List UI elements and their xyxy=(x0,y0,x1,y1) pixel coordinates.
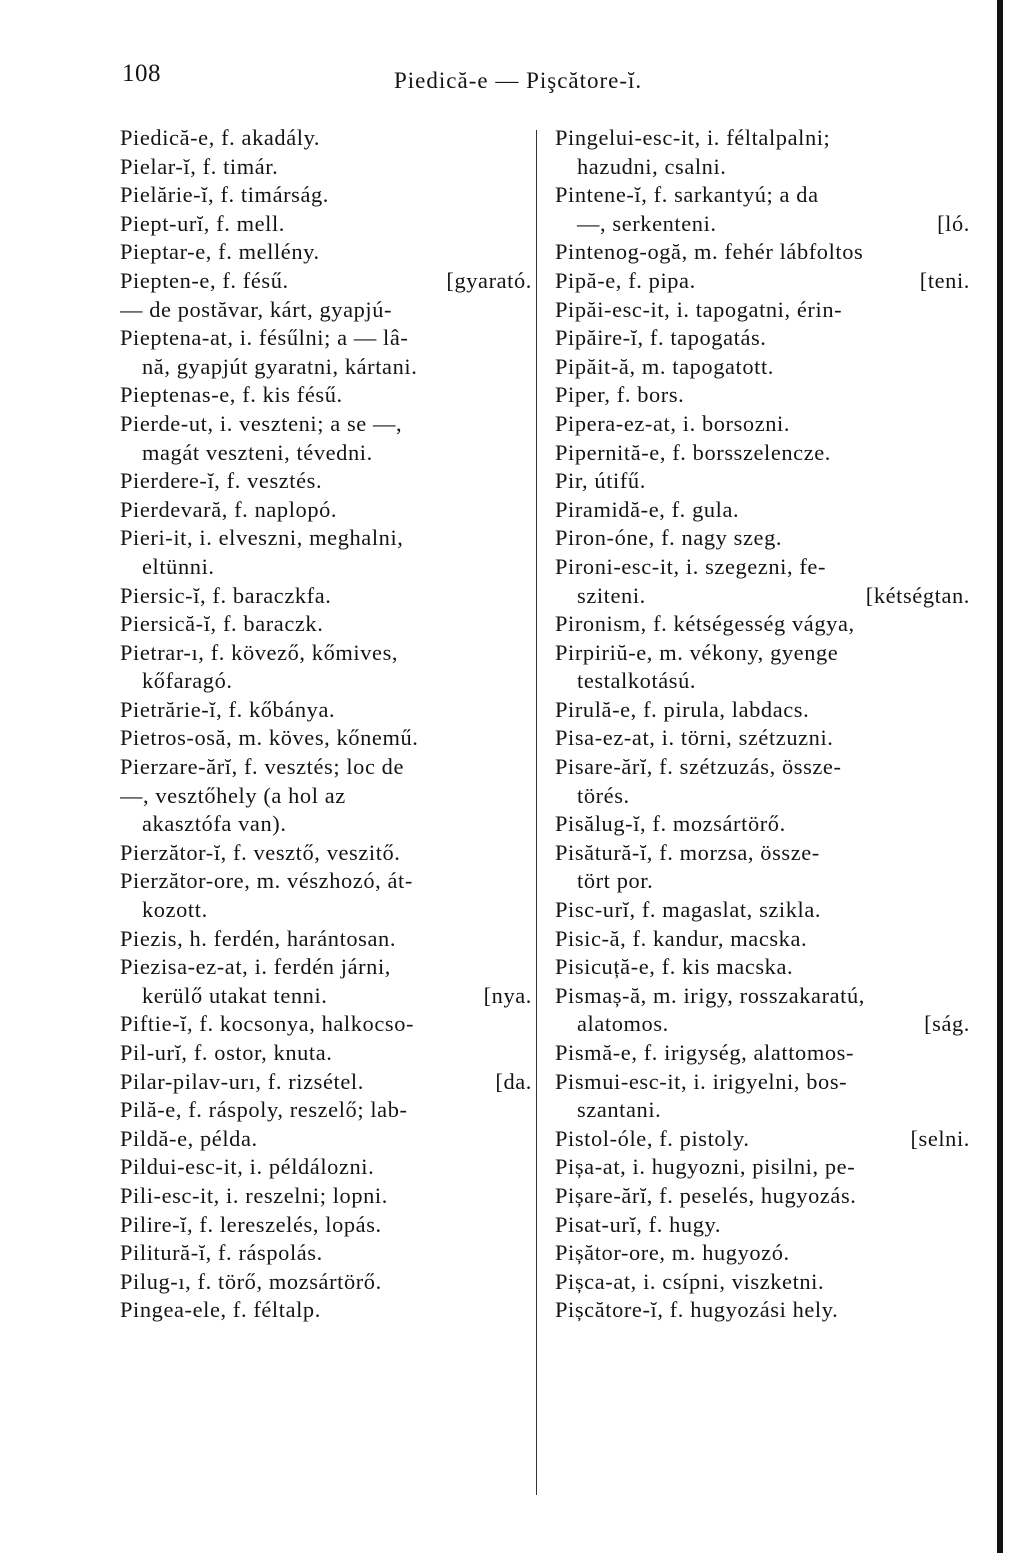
dictionary-line xyxy=(120,467,532,496)
dictionary-line xyxy=(555,267,970,296)
line-text: Piepten-e, f. fésű. xyxy=(120,267,289,293)
dictionary-line xyxy=(120,1268,532,1297)
line-text: Pisălug-ĭ, f. mozsártörő. xyxy=(555,811,786,837)
line-text: Pisic-ă, f. kandur, macska. xyxy=(555,925,808,951)
dictionary-line xyxy=(120,1068,532,1097)
page-edge-bar xyxy=(997,0,1003,1553)
line-text: Piersică-ĭ, f. baraczk. xyxy=(120,611,324,637)
dictionary-line xyxy=(555,696,970,725)
line-text: Piezisa-ez-at, i. ferdén járni, xyxy=(120,954,391,980)
line-text: törés. xyxy=(577,782,630,808)
line-text: kozott. xyxy=(142,897,208,923)
line-text: Pilă-e, f. ráspoly, reszelő; lab- xyxy=(120,1097,408,1123)
line-text: Pișare-ărĭ, f. peselés, hugyozás. xyxy=(555,1182,857,1208)
dictionary-line xyxy=(120,639,532,668)
dictionary-line xyxy=(120,1125,532,1154)
line-continuation: [kétségtan. xyxy=(865,582,970,608)
line-text: Pișcătore-ĭ, f. hugyozási hely. xyxy=(555,1297,839,1323)
column-divider xyxy=(536,130,537,1495)
dictionary-line xyxy=(120,1039,532,1068)
dictionary-line xyxy=(120,953,532,982)
dictionary-line xyxy=(555,1268,970,1297)
dictionary-line xyxy=(555,1182,970,1211)
dictionary-line xyxy=(555,1010,970,1039)
dictionary-line xyxy=(120,1296,532,1325)
page-number: 108 xyxy=(122,60,161,87)
dictionary-line xyxy=(120,667,532,696)
dictionary-line xyxy=(120,1239,532,1268)
dictionary-line xyxy=(120,210,532,239)
line-text: Pistol-óle, f. pistoly. xyxy=(555,1125,750,1151)
line-text: Piept-urĭ, f. mell. xyxy=(120,210,285,236)
dictionary-line xyxy=(555,553,970,582)
line-text: Pirulă-e, f. pirula, labdacs. xyxy=(555,696,810,722)
dictionary-line xyxy=(555,153,970,182)
dictionary-line xyxy=(555,181,970,210)
dictionary-line xyxy=(120,1153,532,1182)
dictionary-line xyxy=(120,410,532,439)
dictionary-line xyxy=(555,639,970,668)
line-text: Pilire-ĭ, f. lereszelés, lopás. xyxy=(120,1211,382,1237)
line-text: Pil-urĭ, f. ostor, knuta. xyxy=(120,1040,333,1065)
line-text: alatomos. xyxy=(577,1011,669,1037)
dictionary-line xyxy=(555,1068,970,1097)
line-text: eltünni. xyxy=(142,553,215,579)
dictionary-line xyxy=(120,1010,532,1039)
line-text: szantani. xyxy=(577,1097,662,1123)
line-text: Pisare-ărĭ, f. szétzuzás, össze- xyxy=(555,754,842,780)
dictionary-line xyxy=(555,582,970,611)
line-text: Pingea-ele, f. féltalp. xyxy=(120,1297,321,1323)
line-continuation: [gyarató. xyxy=(446,267,532,293)
line-continuation: [ság. xyxy=(924,1011,970,1037)
dictionary-line xyxy=(555,1153,970,1182)
line-text: —, serkenteni. xyxy=(577,210,717,236)
line-text: Pisicuță-e, f. kis macska. xyxy=(555,954,794,980)
line-continuation: [teni. xyxy=(919,267,970,293)
dictionary-line xyxy=(120,610,532,639)
dictionary-line xyxy=(555,467,970,496)
left-column xyxy=(120,124,532,1325)
dictionary-line xyxy=(120,1096,532,1125)
dictionary-line xyxy=(555,1296,970,1325)
line-continuation: [ló. xyxy=(937,210,970,236)
line-text: hazudni, csalni. xyxy=(577,153,727,179)
line-text: tört por. xyxy=(577,868,654,894)
line-text: Pismui-esc-it, i. irigyelni, bos- xyxy=(555,1068,848,1094)
dictionary-line xyxy=(120,982,532,1011)
line-text: Pietros-osă, m. köves, kőnemű. xyxy=(120,725,419,751)
line-text: Pișător-ore, m. hugyozó. xyxy=(555,1240,790,1266)
line-text: Pipernită-e, f. borsszelencze. xyxy=(555,439,831,465)
line-text: Pirpiriŭ-e, m. vékony, gyenge xyxy=(555,639,839,665)
line-text: Pili-esc-it, i. reszelni; lopni. xyxy=(120,1182,388,1208)
line-text: Pilar-pilav-urı, f. rizsétel. xyxy=(120,1068,364,1094)
dictionary-line xyxy=(555,524,970,553)
line-text: Pieptenas-e, f. kis fésű. xyxy=(120,382,343,408)
line-text: Piftie-ĭ, f. kocsonya, halkocso- xyxy=(120,1011,415,1037)
line-text: Pișa-at, i. hugyozni, pisilni, pe- xyxy=(555,1154,856,1180)
dictionary-line xyxy=(120,238,532,267)
dictionary-line xyxy=(555,810,970,839)
dictionary-line xyxy=(555,381,970,410)
line-text: Pierzător-ĭ, f. vesztő, veszitő. xyxy=(120,839,401,865)
dictionary-line xyxy=(555,1211,970,1240)
line-text: Pildui-esc-it, i. példálozni. xyxy=(120,1154,375,1180)
dictionary-line xyxy=(555,496,970,525)
dictionary-line xyxy=(555,610,970,639)
line-text: Pieptena-at, i. fésűlni; a — lâ- xyxy=(120,325,409,351)
line-text: Pipăi-esc-it, i. tapogatni, érin- xyxy=(555,296,843,322)
line-text: Pielar-ĭ, f. timár. xyxy=(120,153,279,179)
line-text: Pierde-ut, i. veszteni; a se —, xyxy=(120,410,403,436)
line-text: Pingelui-esc-it, i. féltalpalni; xyxy=(555,125,831,150)
line-text: Piper, f. bors. xyxy=(555,382,685,408)
line-text: — de postăvar, kárt, gyapjú- xyxy=(120,296,393,322)
dictionary-line xyxy=(555,667,970,696)
line-text: Pisa-ez-at, i. törni, szétzuzni. xyxy=(555,725,834,751)
dictionary-line xyxy=(120,925,532,954)
dictionary-line xyxy=(555,296,970,325)
dictionary-line xyxy=(555,982,970,1011)
line-text: Pironi-esc-it, i. szegezni, fe- xyxy=(555,553,827,579)
dictionary-line xyxy=(555,839,970,868)
dictionary-line xyxy=(555,1125,970,1154)
line-text: Pisat-urĭ, f. hugy. xyxy=(555,1211,722,1237)
dictionary-line xyxy=(555,1096,970,1125)
line-text: Pieri-it, i. elveszni, meghalni, xyxy=(120,525,404,551)
dictionary-line xyxy=(120,267,532,296)
line-text: Pieptar-e, f. mellény. xyxy=(120,239,320,265)
dictionary-line xyxy=(555,724,970,753)
line-text: kőfaragó. xyxy=(142,668,233,694)
line-text: Pișca-at, i. csípni, viszketni. xyxy=(555,1268,825,1294)
line-text: Piersic-ĭ, f. baraczkfa. xyxy=(120,582,332,608)
line-text: Pietrărie-ĭ, f. kőbánya. xyxy=(120,696,336,722)
dictionary-line xyxy=(555,925,970,954)
line-text: Pietrar-ı, f. kövező, kőmives, xyxy=(120,639,399,665)
dictionary-line xyxy=(555,1039,970,1068)
right-column xyxy=(555,124,970,1325)
dictionary-line xyxy=(120,496,532,525)
dictionary-line xyxy=(120,1211,532,1240)
line-text: Piron-óne, f. nagy szeg. xyxy=(555,525,783,551)
dictionary-line xyxy=(120,810,532,839)
line-continuation: [da. xyxy=(495,1068,532,1094)
dictionary-line xyxy=(120,696,532,725)
line-text: Pipă-e, f. pipa. xyxy=(555,267,696,293)
dictionary-line xyxy=(120,124,532,153)
dictionary-line xyxy=(120,839,532,868)
line-text: sziteni. xyxy=(577,582,646,608)
running-head: Piedică-e — Pişcătore-ĭ. xyxy=(394,68,643,93)
line-text: Pierzare-ărĭ, f. vesztés; loc de xyxy=(120,754,405,780)
line-text: Pisătură-ĭ, f. morzsa, össze- xyxy=(555,839,820,865)
dictionary-line xyxy=(120,867,532,896)
line-text: Pildă-e, példa. xyxy=(120,1125,258,1151)
line-text: Pierzător-ore, m. vészhozó, át- xyxy=(120,868,413,894)
line-text: Pilug-ı, f. törő, mozsártörő. xyxy=(120,1268,382,1294)
line-text: Pismă-e, f. irigység, alattomos- xyxy=(555,1040,855,1065)
line-text: testalkotású. xyxy=(577,668,697,694)
dictionary-line xyxy=(120,296,532,325)
dictionary-line xyxy=(120,724,532,753)
dictionary-line xyxy=(120,1182,532,1211)
line-text: Pielărie-ĭ, f. timárság. xyxy=(120,182,330,208)
dictionary-line xyxy=(120,353,532,382)
dictionary-line xyxy=(120,896,532,925)
line-text: Pintenog-ogă, m. fehér lábfoltos xyxy=(555,239,864,265)
dictionary-line xyxy=(555,896,970,925)
dictionary-line xyxy=(555,782,970,811)
dictionary-line xyxy=(555,753,970,782)
line-text: Pipera-ez-at, i. borsozni. xyxy=(555,410,791,436)
dictionary-line xyxy=(120,582,532,611)
dictionary-line xyxy=(555,324,970,353)
dictionary-line xyxy=(120,439,532,468)
line-text: Pir, útifű. xyxy=(555,468,646,494)
line-text: Piedică-e, f. akadály. xyxy=(120,125,321,150)
line-text: Pipăit-ă, m. tapogatott. xyxy=(555,353,774,379)
dictionary-line xyxy=(555,410,970,439)
line-text: kerülő utakat tenni. xyxy=(142,982,328,1008)
line-text: —, vesztőhely (a hol az xyxy=(120,782,346,808)
line-text: Pisc-urĭ, f. magaslat, szikla. xyxy=(555,897,822,923)
dictionary-line xyxy=(120,753,532,782)
line-text: Pironism, f. kétségesség vágya, xyxy=(555,611,855,637)
dictionary-line xyxy=(555,353,970,382)
dictionary-line xyxy=(120,181,532,210)
dictionary-line xyxy=(120,524,532,553)
line-text: nă, gyapjút gyaratni, kártani. xyxy=(142,353,418,379)
line-text: Piramidă-e, f. gula. xyxy=(555,496,740,522)
line-text: Pierdere-ĭ, f. vesztés. xyxy=(120,468,323,494)
dictionary-line xyxy=(555,210,970,239)
dictionary-line xyxy=(120,324,532,353)
line-text: Pilitură-ĭ, f. ráspolás. xyxy=(120,1240,323,1266)
dictionary-line xyxy=(120,153,532,182)
dictionary-line xyxy=(555,953,970,982)
line-text: Piezis, h. ferdén, harántosan. xyxy=(120,925,397,951)
line-text: Pismaș-ă, m. irigy, rosszakaratú, xyxy=(555,982,865,1008)
dictionary-line xyxy=(555,1239,970,1268)
line-text: Pipăire-ĭ, f. tapogatás. xyxy=(555,325,767,351)
line-text: magát veszteni, tévedni. xyxy=(142,439,373,465)
dictionary-line xyxy=(120,381,532,410)
line-continuation: [nya. xyxy=(483,982,532,1008)
line-continuation: [selni. xyxy=(910,1125,970,1151)
dictionary-line xyxy=(120,782,532,811)
dictionary-line xyxy=(555,238,970,267)
line-text: Pierdevară, f. naplopó. xyxy=(120,496,338,522)
dictionary-line xyxy=(555,439,970,468)
line-text: Pintene-ĭ, f. sarkantyú; a da xyxy=(555,182,819,208)
dictionary-line xyxy=(555,867,970,896)
line-text: akasztófa van). xyxy=(142,811,287,837)
dictionary-line xyxy=(120,553,532,582)
dictionary-line xyxy=(555,124,970,153)
